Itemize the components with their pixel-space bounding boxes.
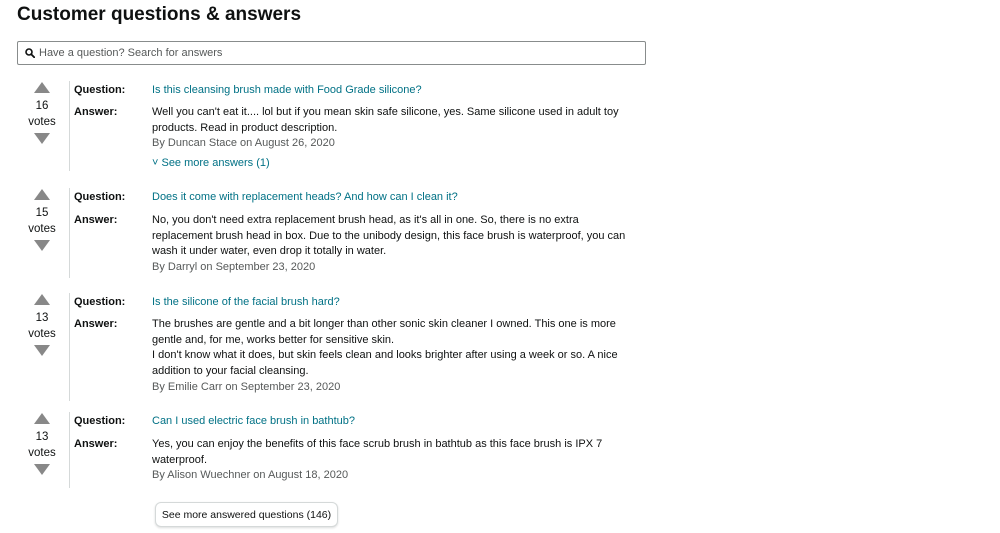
question-label: Question: xyxy=(74,84,126,96)
qa-item xyxy=(17,293,657,393)
downvote-arrow-icon[interactable] xyxy=(34,133,50,144)
answer-line: The brushes are gentle and a bit longer than other sonic skin cleaner I owned. This one is more xyxy=(152,318,616,330)
vote-widget xyxy=(17,81,67,144)
answer-line: wash it under water, even drop it totally in water. xyxy=(152,245,387,258)
vote-count: 13 xyxy=(35,312,49,324)
vote-widget xyxy=(17,293,67,356)
vote-count: 13 xyxy=(35,431,49,443)
answer-label: Answer: xyxy=(74,106,118,118)
divider xyxy=(69,81,70,171)
answer-byline: By Darryl on September 23, 2020 xyxy=(152,261,316,274)
answer-line: I don't know what it does, but skin feels clean and looks brighter after using a week or so. A nice xyxy=(152,349,618,362)
page-title: Customer questions & answers xyxy=(17,4,302,25)
upvote-arrow-icon[interactable] xyxy=(34,189,50,200)
answer-text xyxy=(152,437,647,484)
answer-line: waterproof. xyxy=(152,453,208,466)
answer-label: Answer: xyxy=(74,214,118,226)
divider xyxy=(69,188,70,278)
divider xyxy=(69,412,70,488)
answer-line: No, you don't need extra replacement brush head, as it's all in one. So, there is no extra xyxy=(152,214,579,226)
search-box[interactable] xyxy=(17,41,646,65)
question-link[interactable]: Does it come with replacement heads? And how can I clean it? xyxy=(152,191,458,203)
question-label: Question: xyxy=(74,296,126,308)
vote-widget xyxy=(17,188,67,251)
downvote-arrow-icon[interactable] xyxy=(34,345,50,356)
answer-line: Well you can't eat it.... lol but if you mean skin safe silicone, yes. Same silicone used in adult toy xyxy=(152,106,619,118)
question-link[interactable]: Is the silicone of the facial brush hard? xyxy=(152,296,340,308)
vote-widget xyxy=(17,412,67,475)
divider xyxy=(69,293,70,401)
answer-line: Yes, you can enjoy the benefits of this face scrub brush in bathtub as this face brush is IPX 7 xyxy=(152,438,603,450)
downvote-arrow-icon[interactable] xyxy=(34,240,50,251)
answer-line: addition to your facial cleansing. xyxy=(152,365,309,378)
vote-count: 15 xyxy=(35,207,49,219)
answer-label: Answer: xyxy=(74,438,118,450)
downvote-arrow-icon[interactable] xyxy=(34,464,50,475)
qa-item xyxy=(17,412,657,512)
answer-byline: By Alison Wuechner on August 18, 2020 xyxy=(152,469,349,482)
search-input[interactable] xyxy=(39,47,619,59)
upvote-arrow-icon[interactable] xyxy=(34,294,50,305)
question-label: Question: xyxy=(74,415,126,427)
answer-line: products. Read in product description. xyxy=(152,121,338,134)
qa-item xyxy=(17,81,657,181)
vote-label: votes xyxy=(28,328,56,340)
answer-line: gentle and, for me, works better for sensitive skin. xyxy=(152,333,395,346)
upvote-arrow-icon[interactable] xyxy=(34,82,50,93)
search-icon xyxy=(25,48,35,58)
answer-byline: By Emilie Carr on September 23, 2020 xyxy=(152,380,341,393)
vote-label: votes xyxy=(28,116,56,128)
answer-text xyxy=(152,317,647,396)
answer-byline: By Duncan Stace on August 26, 2020 xyxy=(152,137,335,150)
answer-text xyxy=(152,105,647,152)
vote-label: votes xyxy=(28,223,56,235)
answer-label: Answer: xyxy=(74,318,118,330)
see-more-answers-link[interactable]: ˅ See more answers (1) xyxy=(152,157,270,169)
answer-line: replacement brush head in box. Due to the unibody design, this face brush is waterproof, you can xyxy=(152,229,626,242)
vote-label: votes xyxy=(28,447,56,459)
question-link[interactable]: Can I used electric face brush in bathtub? xyxy=(152,415,356,427)
question-link[interactable]: Is this cleansing brush made with Food Grade silicone? xyxy=(152,84,422,96)
upvote-arrow-icon[interactable] xyxy=(34,413,50,424)
answer-text xyxy=(152,213,647,276)
vote-count: 16 xyxy=(35,100,49,112)
question-label: Question: xyxy=(74,191,126,203)
see-more-questions-button[interactable]: See more answered questions (146) xyxy=(155,502,338,527)
qa-item xyxy=(17,188,657,288)
